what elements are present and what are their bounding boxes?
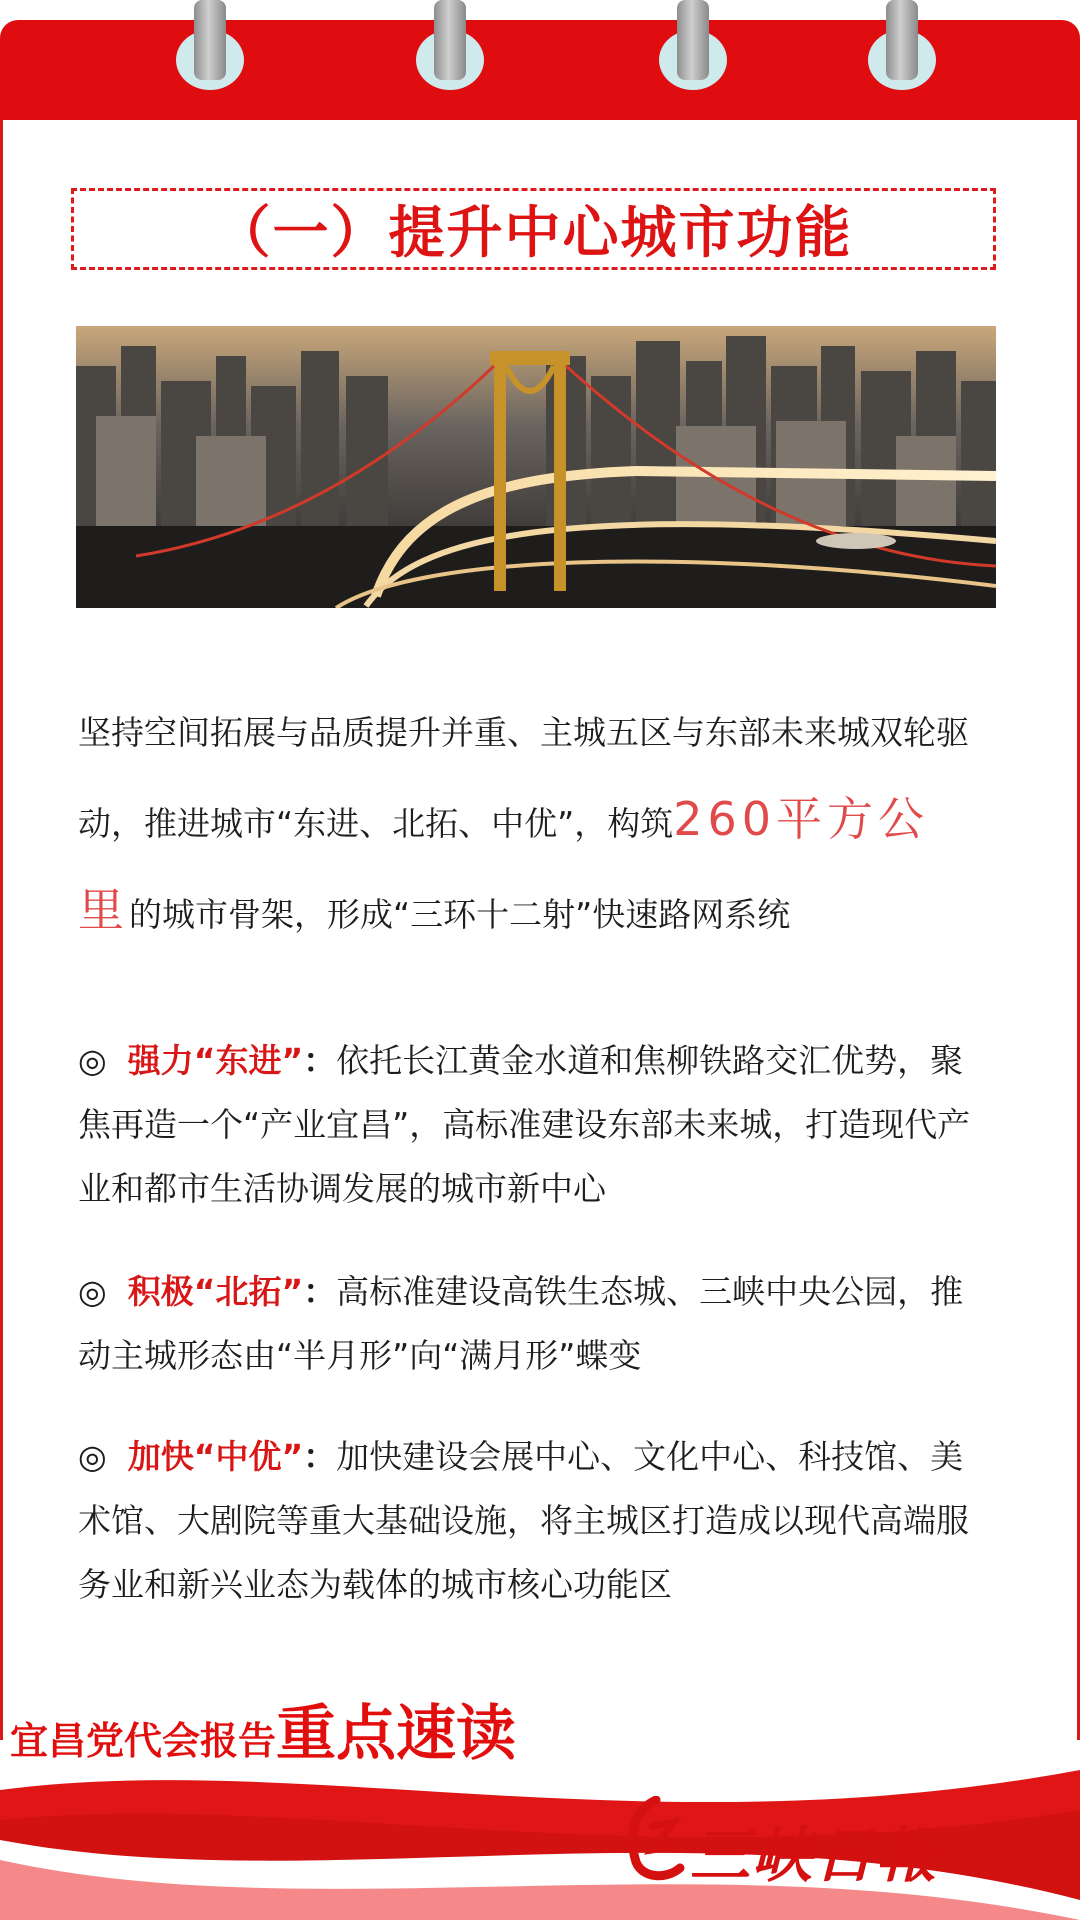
section-title: （一）提升中心城市功能 xyxy=(214,201,853,266)
bullet-label: 强力“东进” xyxy=(127,1041,304,1080)
intro-text-part2: 的城市骨架，形成“三环十二射”快速路网系统 xyxy=(129,895,791,934)
bullet-label: 积极“北拓” xyxy=(127,1272,304,1311)
bullet-symbol: ◎ xyxy=(78,1437,107,1476)
binder-ring-icon xyxy=(420,0,480,95)
left-border xyxy=(0,120,3,1740)
newspaper-logo-text: 三峡日報 xyxy=(690,1821,938,1891)
newspaper-logo-icon xyxy=(622,1796,692,1882)
bullet-north xyxy=(78,1260,978,1388)
report-banner-emphasis: 重点速读 xyxy=(276,1699,517,1769)
bullet-colon: ： xyxy=(303,1041,337,1080)
bullet-center xyxy=(78,1425,978,1617)
binder-ring-icon xyxy=(180,0,240,95)
bullet-colon: ： xyxy=(303,1272,337,1311)
bullet-text: 高标准建设高铁生态城、三峡中央公园，推动主城形态由“半月形”向“满月形”蝶变 xyxy=(78,1272,964,1375)
bullet-label: 加快“中优” xyxy=(127,1437,304,1476)
bullet-text: 依托长江黄金水道和焦柳铁路交汇优势，聚焦再造一个“产业宜昌”，高标准建设东部未来城，打造现代产业和都市生活协调发展的城市新中心 xyxy=(78,1041,971,1208)
city-bridge-photo xyxy=(76,326,996,608)
intro-paragraph xyxy=(78,690,978,958)
intro-text-part1: 坚持空间拓展与品质提升并重、主城五区与东部未来城双轮驱动，推进城市“东进、北拓、中优”，构筑 xyxy=(78,713,969,843)
bullet-symbol: ◎ xyxy=(78,1041,107,1080)
bullet-text: 加快建设会展中心、文化中心、科技馆、美术馆、大剧院等重大基础设施，将主城区打造成以现代高端服务业和新兴业态为载体的城市核心功能区 xyxy=(78,1437,969,1604)
binder-ring-icon xyxy=(872,0,932,95)
bullet-east xyxy=(78,1029,978,1221)
report-banner-prefix: 宜昌党代会报告 xyxy=(10,1719,277,1763)
binder-ring-icon xyxy=(663,0,723,95)
bullet-symbol: ◎ xyxy=(78,1272,107,1311)
bullet-colon: ： xyxy=(303,1437,337,1476)
section-title-box xyxy=(71,188,996,270)
area-highlight: 260平方公里 xyxy=(78,792,930,937)
